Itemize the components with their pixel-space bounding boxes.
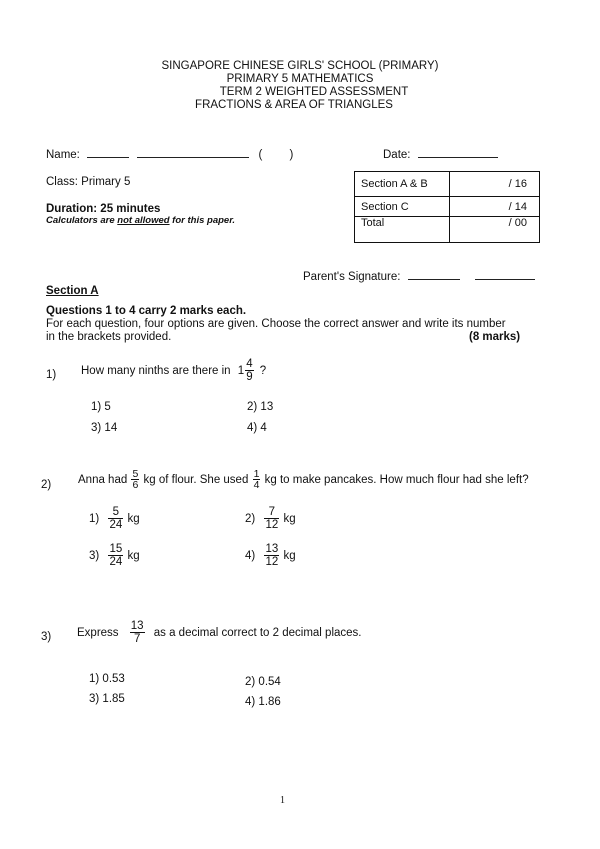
q1-number: 1) (46, 369, 57, 381)
duration-text: Duration: 25 minutes (46, 203, 161, 215)
q1-option-1: 1) 5 (91, 401, 111, 413)
instruction-marks: Questions 1 to 4 carry 2 marks each. (46, 305, 247, 317)
q3-option-1: 1) 0.53 (89, 673, 125, 685)
name-blank-2 (137, 149, 249, 158)
calculator-note: Calculators are not allowed for this paper. (46, 215, 236, 226)
date-blank (418, 149, 498, 158)
name-field[interactable] (46, 149, 293, 161)
q3-fraction: $\frac{13}{7}$ (130, 620, 144, 645)
q2-text: Anna had $\frac{5}{6}$ kg of flour. She used $\frac{1}{4}$ kg to make pancakes. How much flour had she left? (78, 468, 529, 491)
score-label-ab: Section A & B (355, 172, 450, 197)
parent-signature-field[interactable] (303, 271, 535, 283)
school-title: SINGAPORE CHINESE GIRLS' SCHOOL (PRIMARY) (161, 60, 439, 72)
score-label-c: Section C (355, 197, 450, 217)
q2-option-1: 1) $\frac{5}{24}$ kg (89, 506, 140, 531)
q2-option-3: 3) $\frac{15}{24}$ kg (89, 543, 140, 568)
section-a-title: Section A (46, 285, 99, 297)
q2-number: 2) (41, 479, 52, 491)
parent-signature-label: Parent's Signature: (303, 271, 401, 283)
q2-option-2: 2) $\frac{7}{12}$ kg (245, 506, 296, 531)
class-text: Class: Primary 5 (46, 176, 131, 188)
name-label: Name: (46, 149, 80, 161)
signature-blank (408, 271, 460, 280)
score-max-ab: / 16 (450, 172, 540, 197)
q1-text: How many ninths are there in 1 $\frac{4}{9}$ ? (81, 358, 267, 383)
q1-option-2: 2) 13 (247, 401, 274, 413)
page-number: 1 (280, 795, 285, 806)
q3-option-4: 4) 1.86 (245, 696, 281, 708)
q1-option-4: 4) 4 (247, 422, 267, 434)
q1-option-3: 3) 14 (91, 422, 118, 434)
date-label: Date: (383, 149, 411, 161)
index-bracket-close: ) (289, 149, 294, 161)
score-label-total: Total (355, 217, 450, 243)
q2-fraction-2: $\frac{1}{4}$ (253, 468, 260, 491)
subject-title: PRIMARY 5 MATHEMATICS (226, 73, 374, 85)
signature-blank-2 (475, 271, 535, 280)
q2-fraction-1: $\frac{5}{6}$ (132, 468, 139, 491)
section-a-marks: (8 marks) (469, 331, 521, 343)
score-table (354, 171, 540, 243)
q3-text: Express $\frac{13}{7}$ as a decimal correct to 2 decimal places. (77, 620, 362, 645)
date-field[interactable] (383, 149, 498, 161)
q1-fraction: $\frac{4}{9}$ (246, 358, 253, 383)
topic-title: FRACTIONS & AREA OF TRIANGLES (195, 99, 393, 111)
instruction-line-2: in the brackets provided. (46, 331, 172, 343)
instruction-line-1: For each question, four options are given. Choose the correct answer and write its number (46, 318, 506, 330)
name-blank (87, 149, 129, 158)
index-bracket-open: ( (258, 149, 263, 161)
q3-option-2: 2) 0.54 (245, 676, 281, 688)
score-max-total: / 00 (450, 217, 540, 243)
q2-option-4: 4) $\frac{13}{12}$ kg (245, 543, 296, 568)
q3-number: 3) (41, 631, 52, 643)
assessment-title: TERM 2 WEIGHTED ASSESSMENT (219, 86, 409, 98)
score-max-c: / 14 (450, 197, 540, 217)
q3-option-3: 3) 1.85 (89, 693, 125, 705)
